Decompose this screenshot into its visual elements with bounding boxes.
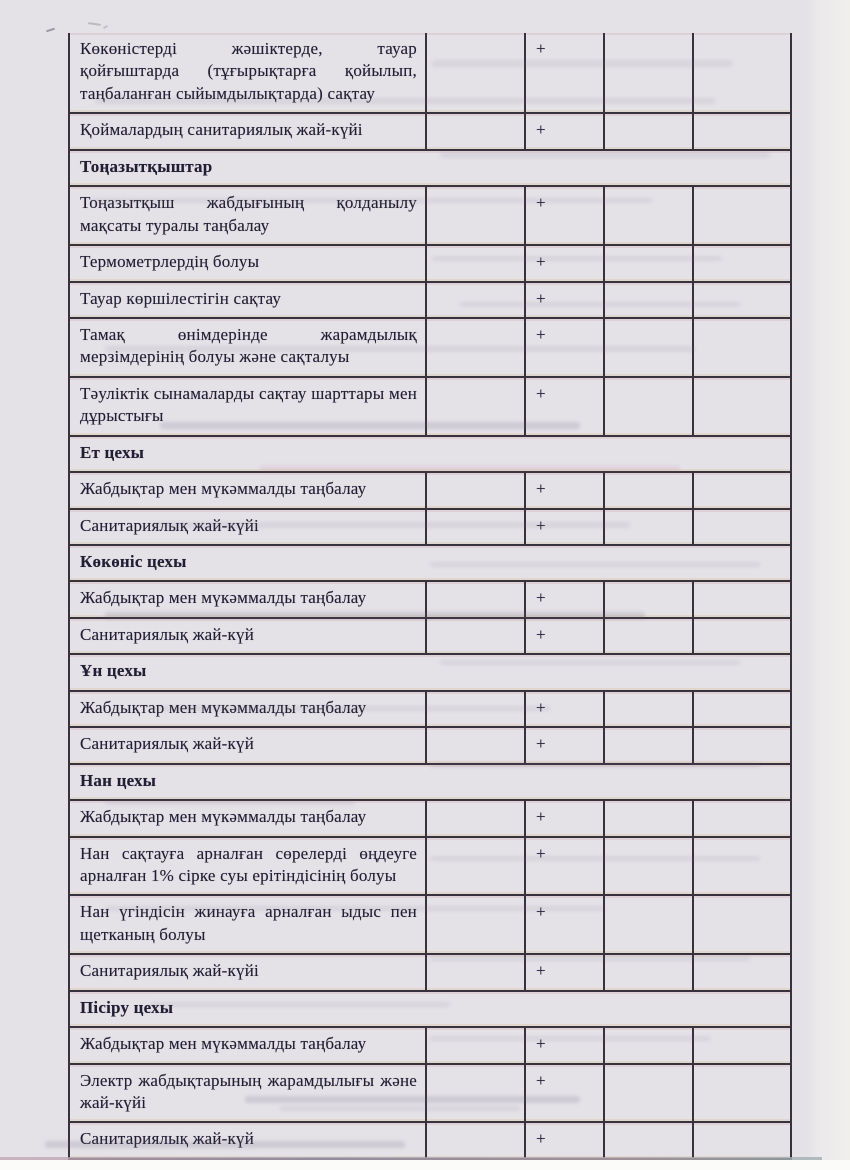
scan-edge-band	[0, 1160, 850, 1170]
section-header-row	[69, 150, 791, 186]
check-cell-2: +	[525, 895, 604, 954]
table-row	[69, 245, 791, 281]
table-row	[69, 691, 791, 727]
check-cell-4	[693, 837, 791, 896]
check-cell-4	[693, 1027, 791, 1063]
check-cell-2: +	[525, 618, 604, 654]
table-row	[69, 377, 791, 436]
row-label-cell: Тауар көршілестігін сақтау	[69, 282, 426, 318]
check-cell-2: +	[525, 377, 604, 436]
check-cell-2: +	[525, 245, 604, 281]
check-cell-1	[426, 727, 525, 763]
table-row	[69, 581, 791, 617]
row-label-cell: Қоймалардың санитариялық жай-күйі	[69, 113, 426, 149]
pencil-mark	[46, 28, 55, 33]
check-cell-2: +	[525, 1064, 604, 1123]
check-cell-3	[604, 618, 693, 654]
table-row	[69, 954, 791, 990]
check-cell-4	[693, 33, 791, 113]
section-title-cell: Пісіру цехы	[69, 991, 791, 1027]
checklist-rows	[69, 33, 791, 1159]
check-cell-1	[426, 186, 525, 245]
section-title-cell: Ет цехы	[69, 436, 791, 472]
row-label-cell: Жабдықтар мен мүкәммалды таңбалау	[69, 472, 426, 508]
table-row	[69, 472, 791, 508]
check-cell-3	[604, 472, 693, 508]
row-label-cell: Тәуліктік сынамаларды сақтау шарттары мен дұрыстығы	[69, 377, 426, 436]
check-cell-1	[426, 1122, 525, 1158]
check-cell-1	[426, 895, 525, 954]
check-cell-2: +	[525, 800, 604, 836]
check-cell-2: +	[525, 954, 604, 990]
section-title-cell: Тоңазытқыштар	[69, 150, 791, 186]
row-label-cell: Санитариялық жай-күйі	[69, 509, 426, 545]
check-cell-3	[604, 1064, 693, 1123]
section-header-row	[69, 436, 791, 472]
check-cell-3	[604, 318, 693, 377]
row-label-cell: Жабдықтар мен мүкәммалды таңбалау	[69, 581, 426, 617]
pencil-mark	[103, 25, 108, 29]
check-cell-1	[426, 472, 525, 508]
check-cell-3	[604, 186, 693, 245]
table-row	[69, 895, 791, 954]
table-row	[69, 509, 791, 545]
row-label-cell: Санитариялық жай-күй	[69, 618, 426, 654]
check-cell-1	[426, 691, 525, 727]
row-label-cell: Термометрлердің болуы	[69, 245, 426, 281]
check-cell-3	[604, 837, 693, 896]
check-cell-4	[693, 377, 791, 436]
row-label-cell: Санитариялық жай-күй	[69, 727, 426, 763]
row-label-cell: Санитариялық жай-күйі	[69, 954, 426, 990]
check-cell-3	[604, 245, 693, 281]
check-cell-4	[693, 800, 791, 836]
check-cell-3	[604, 33, 693, 113]
check-cell-4	[693, 509, 791, 545]
check-cell-1	[426, 581, 525, 617]
row-label-cell: Көкөністерді жәшіктерде, тауар қойғыштарда (тұғырықтарға қойылып, таңбаланған сыйымдылықтарда) сақтау	[69, 33, 426, 113]
table-row	[69, 1027, 791, 1063]
check-cell-4	[693, 245, 791, 281]
check-cell-2: +	[525, 727, 604, 763]
check-cell-4	[693, 954, 791, 990]
check-cell-1	[426, 1064, 525, 1123]
check-cell-3	[604, 800, 693, 836]
check-cell-2: +	[525, 186, 604, 245]
check-cell-4	[693, 691, 791, 727]
check-cell-1	[426, 282, 525, 318]
section-title-cell: Ұн цехы	[69, 654, 791, 690]
check-cell-2: +	[525, 33, 604, 113]
check-cell-2: +	[525, 691, 604, 727]
pencil-mark	[88, 22, 101, 26]
row-label-cell: Санитариялық жай-күй	[69, 1122, 426, 1158]
section-header-row	[69, 545, 791, 581]
check-cell-1	[426, 245, 525, 281]
check-cell-1	[426, 1027, 525, 1063]
check-cell-4	[693, 472, 791, 508]
check-cell-3	[604, 895, 693, 954]
table-row	[69, 282, 791, 318]
check-cell-4	[693, 618, 791, 654]
inspection-checklist-table	[68, 33, 792, 1160]
check-cell-3	[604, 1122, 693, 1158]
check-cell-1	[426, 33, 525, 113]
row-label-cell: Тоңазытқыш жабдығының қолданылу мақсаты туралы таңбалау	[69, 186, 426, 245]
check-cell-4	[693, 186, 791, 245]
table-row	[69, 618, 791, 654]
check-cell-3	[604, 282, 693, 318]
check-cell-4	[693, 318, 791, 377]
table-row	[69, 727, 791, 763]
check-cell-1	[426, 618, 525, 654]
check-cell-3	[604, 954, 693, 990]
check-cell-2: +	[525, 282, 604, 318]
table-row	[69, 33, 791, 113]
check-cell-4	[693, 727, 791, 763]
check-cell-1	[426, 954, 525, 990]
table-row	[69, 113, 791, 149]
section-header-row	[69, 991, 791, 1027]
section-title-cell: Нан цехы	[69, 764, 791, 800]
check-cell-2: +	[525, 472, 604, 508]
table-row	[69, 318, 791, 377]
table-row	[69, 1064, 791, 1123]
table-row	[69, 1122, 791, 1158]
table-row	[69, 186, 791, 245]
check-cell-3	[604, 691, 693, 727]
check-cell-4	[693, 113, 791, 149]
check-cell-4	[693, 282, 791, 318]
section-header-row	[69, 654, 791, 690]
check-cell-1	[426, 377, 525, 436]
check-cell-2: +	[525, 1122, 604, 1158]
row-label-cell: Тамақ өнімдерінде жарамдылық мерзімдерінің болуы және сақталуы	[69, 318, 426, 377]
row-label-cell: Нан үгіндісін жинауға арналған ыдыс пен щетканың болуы	[69, 895, 426, 954]
row-label-cell: Нан сақтауға арналған сөрелерді өңдеуге арналған 1% сірке суы ерітіндісінің болуы	[69, 837, 426, 896]
check-cell-3	[604, 113, 693, 149]
check-cell-2: +	[525, 509, 604, 545]
check-cell-2: +	[525, 581, 604, 617]
row-label-cell: Жабдықтар мен мүкәммалды таңбалау	[69, 691, 426, 727]
check-cell-4	[693, 1122, 791, 1158]
check-cell-3	[604, 581, 693, 617]
check-cell-4	[693, 581, 791, 617]
section-header-row	[69, 764, 791, 800]
check-cell-1	[426, 509, 525, 545]
row-label-cell: Жабдықтар мен мүкәммалды таңбалау	[69, 800, 426, 836]
check-cell-1	[426, 837, 525, 896]
check-cell-2: +	[525, 113, 604, 149]
check-cell-2: +	[525, 1027, 604, 1063]
check-cell-2: +	[525, 837, 604, 896]
section-title-cell: Көкөніс цехы	[69, 545, 791, 581]
check-cell-1	[426, 113, 525, 149]
check-cell-3	[604, 727, 693, 763]
check-cell-4	[693, 895, 791, 954]
row-label-cell: Электр жабдықтарының жарамдылығы және жай-күйі	[69, 1064, 426, 1123]
check-cell-3	[604, 1027, 693, 1063]
table-row	[69, 837, 791, 896]
check-cell-1	[426, 800, 525, 836]
check-cell-4	[693, 1064, 791, 1123]
check-cell-2: +	[525, 318, 604, 377]
table-row	[69, 800, 791, 836]
row-label-cell: Жабдықтар мен мүкәммалды таңбалау	[69, 1027, 426, 1063]
check-cell-3	[604, 509, 693, 545]
check-cell-3	[604, 377, 693, 436]
check-cell-1	[426, 318, 525, 377]
